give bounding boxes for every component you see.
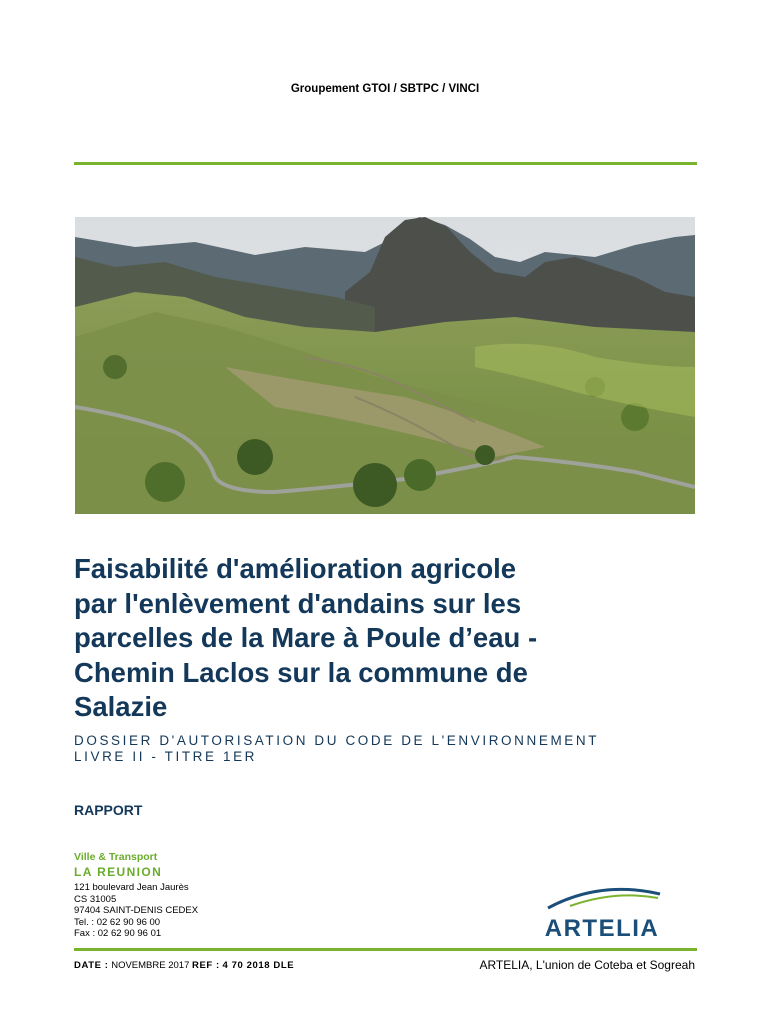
date-label: DATE :: [74, 960, 109, 971]
address-line: Fax : 02 62 90 96 01: [74, 928, 162, 940]
top-divider: [74, 162, 697, 165]
date-value: NOVEMBRE 2017: [111, 960, 190, 971]
report-type: RAPPORT: [74, 802, 143, 818]
address-line: 97404 SAINT-DENIS CEDEX: [74, 905, 199, 917]
artelia-logo: [510, 880, 694, 940]
footer-tagline: ARTELIA, L'union de Coteba et Sogreah: [479, 958, 695, 972]
logo-text: ARTELIA: [544, 915, 660, 940]
client-address: [74, 882, 198, 940]
ref-label: REF :: [192, 960, 220, 971]
title-line: Faisabilité d'amélioration agricole: [74, 553, 517, 584]
landscape-photo-icon: [75, 217, 695, 514]
document-title: [74, 552, 694, 725]
address-line: 121 boulevard Jean Jaurès: [74, 882, 189, 893]
client-subtitle: Ville & Transport: [74, 851, 158, 863]
title-line: Salazie: [74, 691, 168, 722]
address-line: Tel. : 02 62 90 96 00: [74, 916, 161, 928]
artelia-arc-logo-icon: [510, 880, 694, 940]
address-line: CS 31005: [74, 893, 117, 905]
group-header: Groupement GTOI / SBTPC / VINCI: [290, 83, 480, 95]
cover-photo: [75, 217, 695, 514]
title-line: parcelles de la Mare à Poule d’eau -: [74, 622, 538, 653]
client-name: LA REUNION: [74, 865, 163, 879]
title-line: Chemin Laclos sur la commune de: [74, 656, 528, 688]
title-line: par l'enlèvement d'andains sur les: [74, 587, 522, 619]
bottom-divider: [74, 948, 697, 951]
ref-value: 4 70 2018 DLE: [222, 960, 295, 971]
footer-reference: [74, 960, 294, 971]
subtitle-line: DOSSIER D'AUTORISATION DU CODE DE L'ENVIRONNEMENT: [74, 733, 600, 748]
document-subtitle: [74, 733, 694, 765]
subtitle-line: LIVRE II - TITRE 1ER: [74, 749, 258, 764]
